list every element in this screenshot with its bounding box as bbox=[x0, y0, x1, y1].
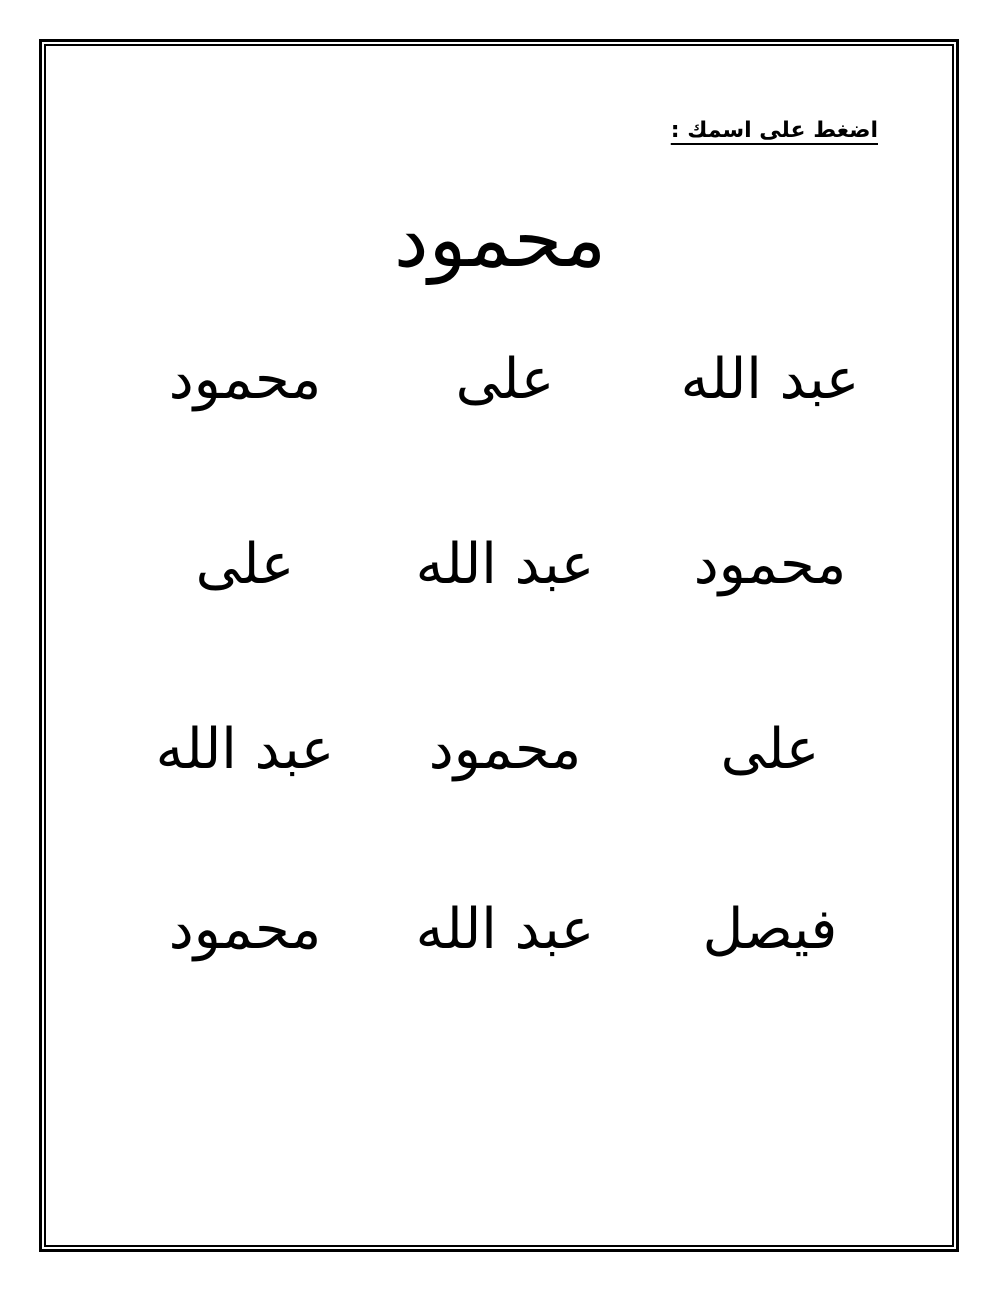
choice-row-1 bbox=[0, 340, 1000, 420]
target-name: محمود bbox=[393, 195, 607, 285]
name-choice[interactable]: عبد الله bbox=[680, 347, 860, 412]
name-choice[interactable]: محمود bbox=[168, 897, 322, 962]
name-choice[interactable]: محمود bbox=[168, 347, 322, 412]
name-choice[interactable]: عبد الله bbox=[415, 532, 595, 597]
name-choice[interactable]: على bbox=[195, 532, 295, 597]
name-choice[interactable]: محمود bbox=[693, 532, 847, 597]
name-choice[interactable]: محمود bbox=[428, 717, 582, 782]
name-choice[interactable]: على bbox=[455, 347, 555, 412]
instruction-text: اضغط على اسمك : bbox=[670, 118, 878, 143]
choice-row-3 bbox=[0, 710, 1000, 790]
name-choice[interactable]: على bbox=[720, 717, 820, 782]
name-choice[interactable]: عبد الله bbox=[415, 897, 595, 962]
choice-row-4 bbox=[0, 890, 1000, 970]
name-choice[interactable]: فيصل bbox=[702, 897, 838, 962]
choice-row-2 bbox=[0, 525, 1000, 605]
name-choice[interactable]: عبد الله bbox=[155, 717, 335, 782]
